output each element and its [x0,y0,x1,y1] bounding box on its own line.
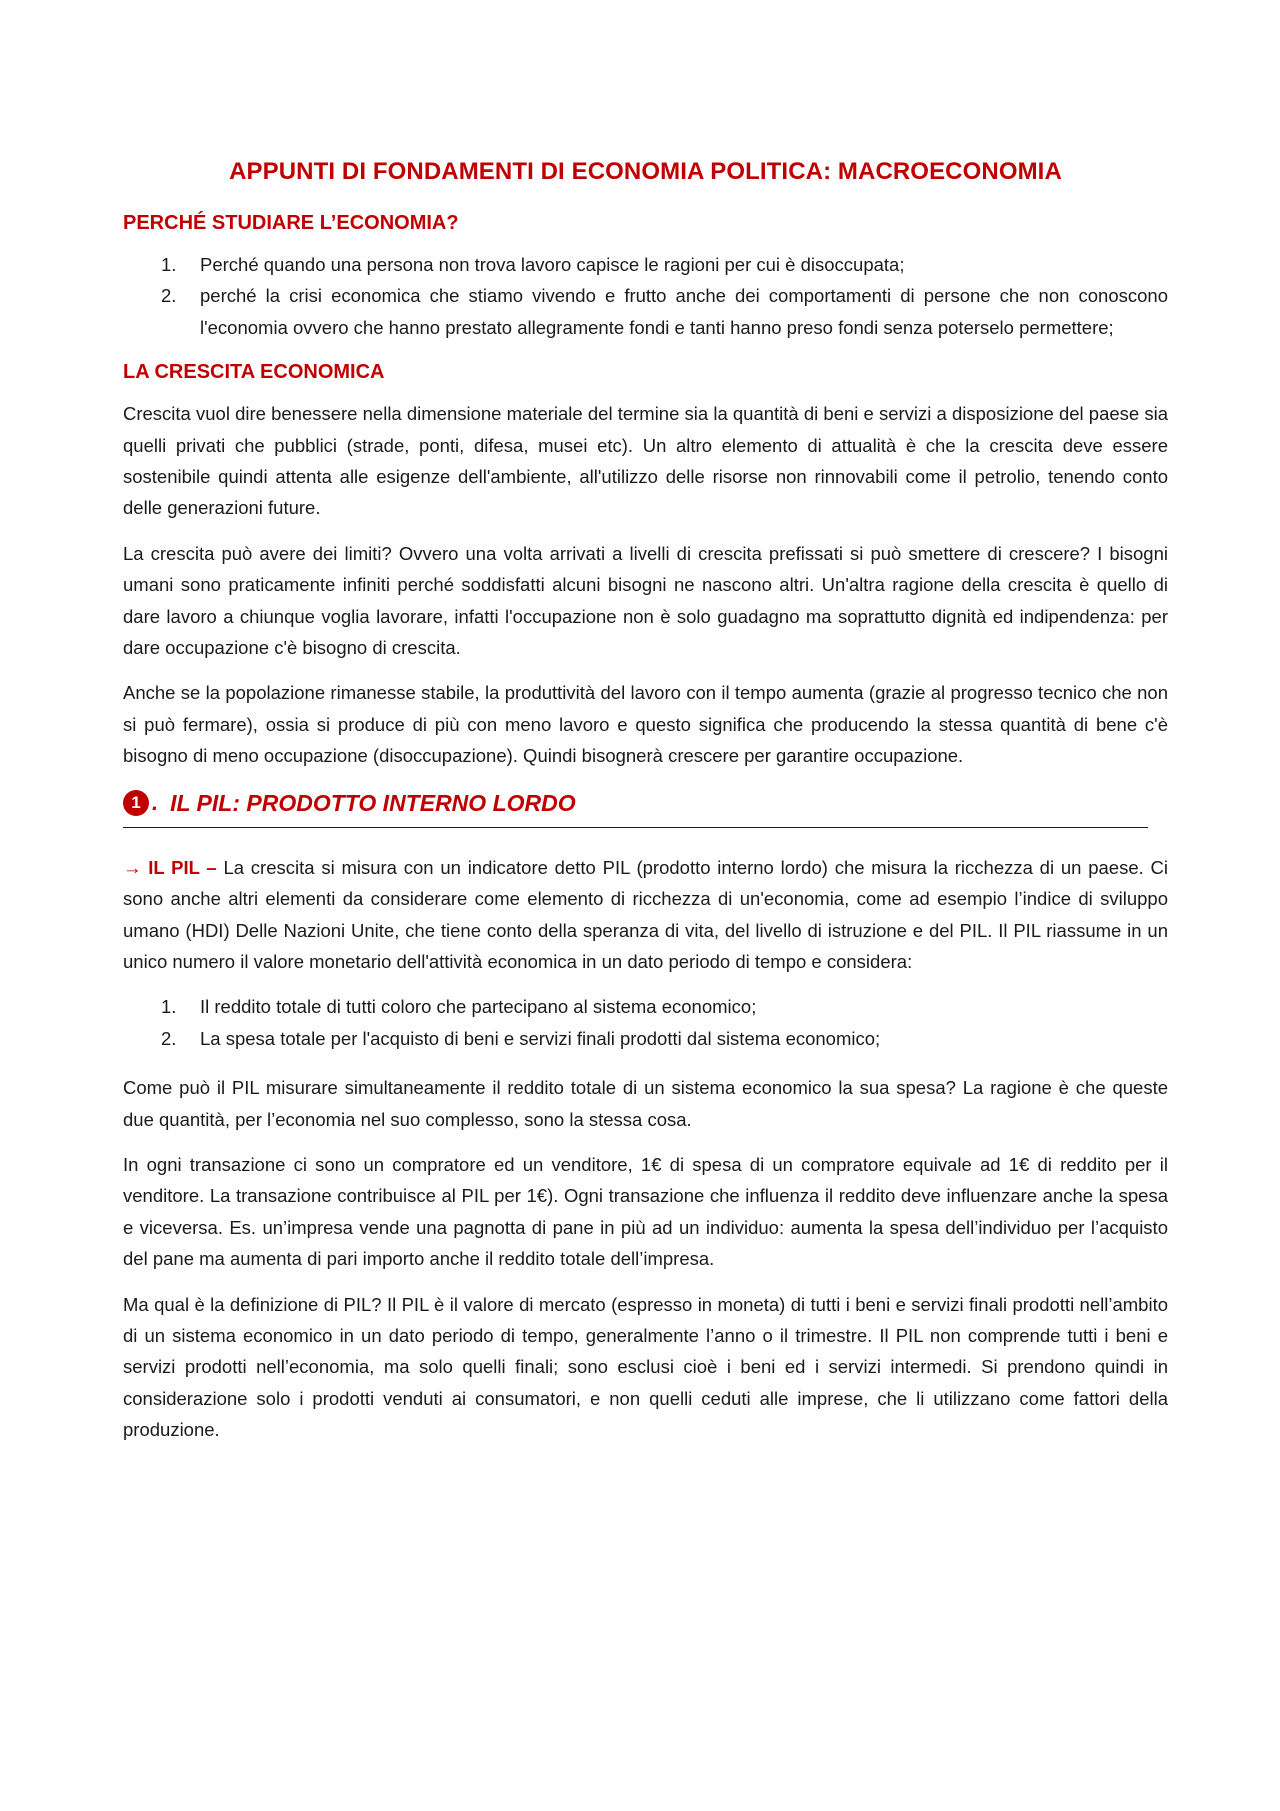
list-item [123,1023,1168,1054]
list-item-text: perché la crisi economica che stiamo vivendo e frutto anche dei comportamenti di persone che non conoscono l'economia ovvero che hanno prestato allegramente fondi e tanti hanno preso fondi senza poterselo permettere; [200,285,1168,338]
chapter-number-dot: . [152,790,159,816]
list-item-text: Perché quando una persona non trova lavoro capisce le ragioni per cui è disoccupata; [200,254,905,275]
list-item-text: La spesa totale per l'acquisto di beni e servizi finali prodotti dal sistema economico; [200,1027,881,1049]
list-item-number: 2. [161,285,177,307]
pil-lead-label: → IL PIL – [123,856,217,878]
chapter-heading [123,790,1168,817]
section-heading-why-study: PERCHÉ STUDIARE L’ECONOMIA? [123,212,459,234]
list-item-number: 1. [161,996,177,1018]
why-study-list [123,249,1168,343]
chapter-number-badge: 1 [123,790,149,816]
chapter-divider [123,827,1148,828]
chapter-title: IL PIL: PRODOTTO INTERNO LORDO [170,789,576,816]
document-content [123,150,1168,1460]
list-item-number: 2. [161,1027,177,1049]
paragraph: In ogni transazione ci sono un compratore ed un venditore, 1€ di spesa di un compratore equivale ad 1€ di reddito per il venditore. La transazione contribuisce al PIL per 1€). Ogni transazione che influenza il reddito deve influenzare anche la spesa e viceversa. Es. un’impresa vende una pagnotta di pane in più ad un individuo: aumenta la spesa dell’individuo per l’acquisto del pane ma aumenta di pari importo anche il reddito totale dell’impresa. [123,1153,1168,1270]
paragraph: Crescita vuol dire benessere nella dimensione materiale del termine sia la quantità di beni e servizi a disposizione del paese sia quelli privati che pubblici (strade, ponti, difesa, musei etc). Un altro elemento di attualità è che la crescita deve essere sostenibile quindi attenta alle esigenze dell'ambiente, all'utilizzo delle risorse non rinnovabili come il petrolio, tenendo conto delle generazioni future. [123,403,1168,519]
document-title: APPUNTI DI FONDAMENTI DI ECONOMIA POLITICA: MACROECONOMIA [229,158,1062,185]
paragraph: Come può il PIL misurare simultaneamente il reddito totale di un sistema economico la sua spesa? La ragione è che queste due quantità, per l’economia nel suo complesso, sono la stessa cosa. [123,1077,1168,1130]
list-item [123,249,1168,280]
paragraph: La crescita può avere dei limiti? Ovvero una volta arrivati a livelli di crescita prefissati si può smettere di crescere? I bisogni umani sono praticamente infiniti perché soddisfatti alcuni bisogni ne nascono altri. Un'altra ragione della crescita è quello di dare lavoro a chiunque voglia lavorare, infatti l'occupazione non è solo guadagno ma soprattutto dignità ed indipendenza: per dare occupazione c'è bisogno di crescita. [123,542,1168,659]
paragraph: Anche se la popolazione rimanesse stabile, la produttività del lavoro con il tempo aumenta (grazie al progresso tecnico che non si può fermare), ossia si produce di più con meno lavoro e questo significa che producendo la stessa quantità di bene c'è bisogno di meno occupazione (disoccupazione). Quindi bisognerà crescere per garantire occupazione. [123,682,1168,767]
pil-list [123,991,1168,1054]
list-item-text: Il reddito totale di tutti coloro che partecipano al sistema economico; [200,996,757,1018]
list-item-number: 1. [161,254,177,275]
paragraph-pil-intro [123,852,1168,978]
list-item [123,280,1168,343]
list-item [123,991,1168,1022]
section-heading-growth: LA CRESCITA ECONOMICA [123,361,385,384]
pil-intro-text: La crescita si misura con un indicatore detto PIL (prodotto interno lordo) che misura la ricchezza di un paese. Ci sono anche altri elementi da considerare come elemento di ricchezza di un'economia, come ad esempio l’indice di sviluppo umano (HDI) Delle Nazioni Unite, che tiene conto della speranza di vita, del livello di istruzione e del PIL. Il PIL riassume in un unico numero il valore monetario dell'attività economica in un dato periodo di tempo e considera: [123,856,1168,972]
paragraph: Ma qual è la definizione di PIL? Il PIL è il valore di mercato (espresso in moneta) di tutti i beni e servizi finali prodotti nell’ambito di un sistema economico in un dato periodo di tempo, generalmente l’anno o il trimestre. Il PIL non comprende tutti i beni e servizi prodotti nell’economia, ma solo quelli finali; sono esclusi cioè i beni ed i servizi intermedi. Si prendono quindi in considerazione solo i prodotti venduti ai consumatori, e non quelli ceduti alle imprese, che li utilizzano come fattori della produzione. [123,1293,1168,1441]
